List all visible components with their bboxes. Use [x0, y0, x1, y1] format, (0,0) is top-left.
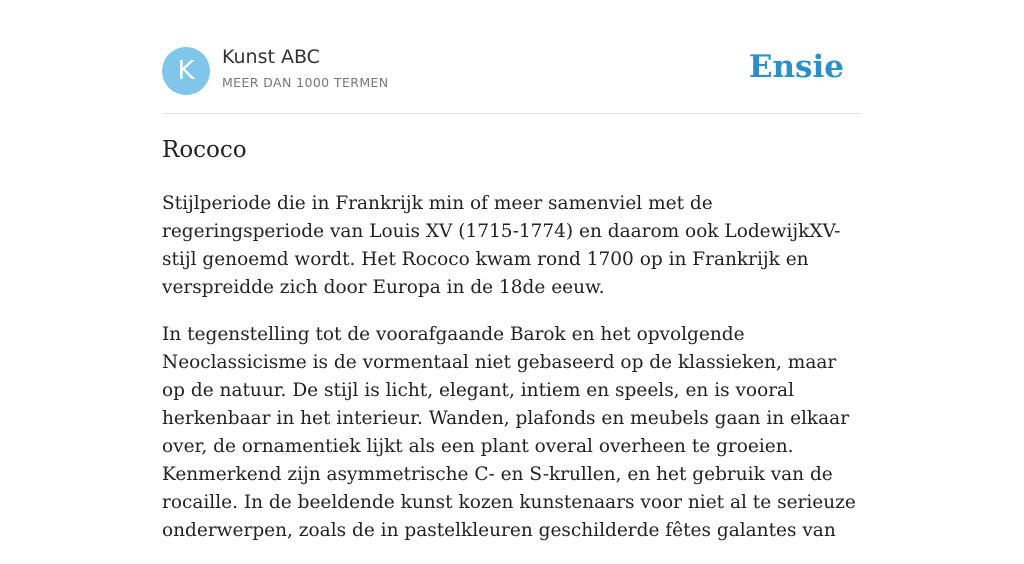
- article-body: [162, 190, 862, 564]
- source-term-count: MEER DAN 1000 TERMEN: [222, 75, 389, 90]
- header-divider: [162, 113, 862, 114]
- article-paragraph: In tegenstelling tot de voorafgaande Barok en het opvolgende Neoclassicisme is de vormentaal niet gebaseerd op de klassieken, maar op de natuur. De stijl is licht, elegant, intiem en speels, en is vooral herkenbaar in het interieur. Wanden, plafonds en meubels gaan in elkaar over, de ornamentiek lijkt als een plant overal overheen te groeien. Kenmerkend zijn asymmetrische C- en S-krullen, en het gebruik van de rocaille. In de beeldende kunst kozen kunstenaars voor niet al te serieuze onderwerpen, zoals de in pastelkleuren geschilderde fêtes galantes van: [162, 324, 856, 541]
- page-title: Rococo: [162, 137, 247, 163]
- source-header: [162, 46, 862, 96]
- avatar[interactable]: K: [162, 47, 210, 95]
- source-name-link[interactable]: Kunst ABC: [222, 46, 320, 68]
- ensie-logo[interactable]: Ensie: [748, 49, 844, 85]
- article-paragraph: Stijlperiode die in Frankrijk min of meer samenviel met de regeringsperiode van Louis XV (1715-1774) en daarom ook LodewijkXV-stijl genoemd wordt. Het Rococo kwam rond 1700 op in Frankrijk en verspreidde zich door Europa in de 18de eeuw.: [162, 193, 841, 298]
